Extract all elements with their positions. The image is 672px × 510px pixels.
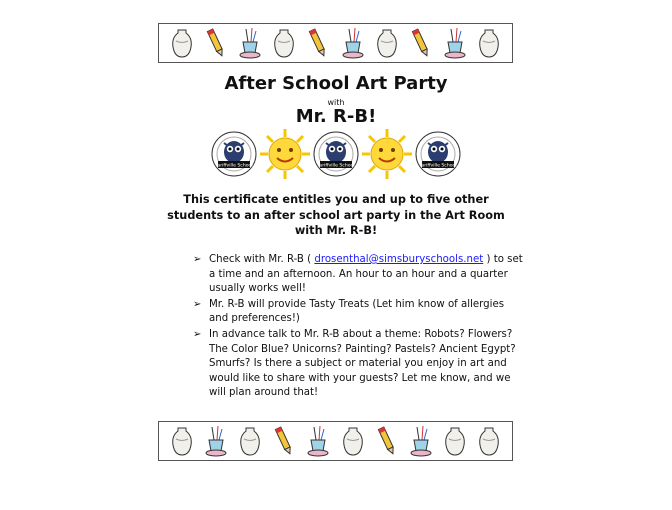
logo-badge-text: Tariffville School [419,163,457,169]
sun-icon [361,128,413,180]
arrow-bullet-icon: ➢ [193,298,202,310]
pencil-icon [201,26,231,60]
vase-icon [372,26,402,60]
vase-icon [235,424,265,458]
vase-icon [474,424,504,458]
vase-icon [167,424,197,458]
with-text: with [327,98,345,107]
bullet-text: Mr. R-B will provide Tasty Treats (Let him know of allergies and preferences!) [209,298,505,325]
teacher-name: Mr. R-B! [295,106,377,127]
list-item [193,253,523,297]
list-item [193,298,523,327]
bullet-text: In advance talk to Mr. R-B about a theme: Robots? Flowers? The Color Blue? Unicorns? Painting? Pastels? Ancient Egypt? Smurfs? Is there a subject or material you enjoy in art and would like to share with your guests? Let me know, and we will plan around that! [209,328,516,399]
paint-cup-icon [338,26,368,60]
bullet-text: Check with Mr. R-B ( [209,254,312,265]
owl-logo-icon [312,130,360,178]
sun-icon [259,128,311,180]
vase-icon [440,424,470,458]
pencil-icon [406,26,436,60]
list-item [193,328,523,401]
arrow-bullet-icon: ➢ [193,254,202,265]
pencil-icon [372,424,402,458]
bottom-border-strip [158,421,513,461]
logo-badge-text: Tariffville School [215,163,253,169]
bullet-text: ) to set a time and an afternoon. An hour to an hour and a quarter usually works well! [209,254,523,295]
paint-cup-icon [303,424,333,458]
logo-row [210,128,462,180]
certificate-text: This certificate entitles you and up to five other students to an after school art party in the Art Room with Mr. R-B! [167,193,505,237]
bullet-list [193,253,523,402]
vase-icon [338,424,368,458]
email-link[interactable]: drosenthal@simsburyschools.net [314,254,484,265]
paint-cup-icon [440,26,470,60]
paint-cup-icon [201,424,231,458]
vase-icon [167,26,197,60]
owl-logo-icon [210,130,258,178]
paint-cup-icon [235,26,265,60]
pencil-icon [269,424,299,458]
owl-logo-icon [414,130,462,178]
page-title: After School Art Party [224,73,448,94]
top-border-strip [158,23,513,63]
arrow-bullet-icon: ➢ [193,328,202,340]
vase-icon [474,26,504,60]
pencil-icon [303,26,333,60]
logo-badge-text: Tariffville School [317,163,355,169]
vase-icon [269,26,299,60]
paint-cup-icon [406,424,436,458]
